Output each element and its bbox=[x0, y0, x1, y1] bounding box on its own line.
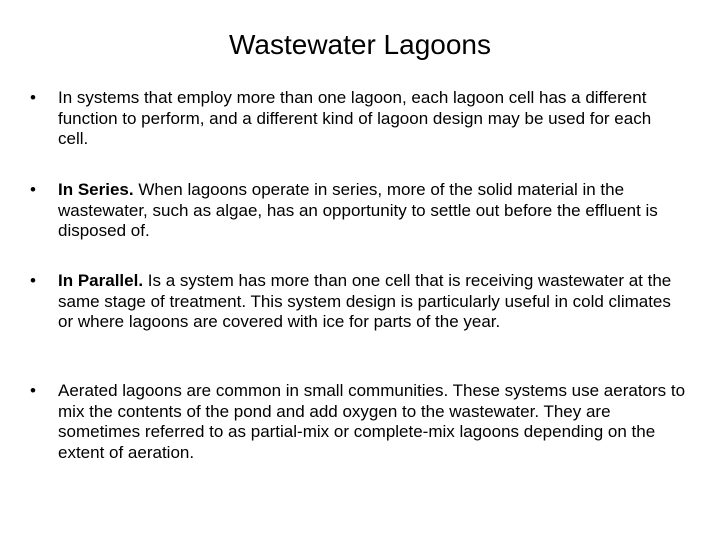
bullet-body: Aerated lagoons are common in small communities. These systems use aerators to mix the contents of the pond and add oxygen to the wastewater. They are sometimes referred to as partial-mix or complete-mix lagoons depending on the extent of aeration. bbox=[58, 381, 686, 462]
bullet-lead: In Parallel. bbox=[58, 271, 144, 290]
bullet-text bbox=[58, 180, 686, 242]
bullet-lead: In Series. bbox=[58, 180, 134, 199]
slide-title: Wastewater Lagoons bbox=[229, 29, 491, 60]
bullet-body: Is a system has more than one cell that is receiving wastewater at the same stage of treatment. This system design is particularly useful in cold climates or where lagoons are covered with ice for parts of the year. bbox=[58, 271, 672, 331]
bullet-body: When lagoons operate in series, more of the solid material in the wastewater, such as algae, has an opportunity to settle out before the effluent is disposed of. bbox=[58, 180, 658, 240]
bullet-icon: • bbox=[30, 180, 36, 199]
bullet-icon: • bbox=[30, 88, 36, 107]
bullet-text bbox=[58, 271, 686, 333]
bullet-icon: • bbox=[30, 271, 36, 290]
bullet-text bbox=[58, 381, 686, 463]
bullet-text bbox=[58, 88, 686, 150]
bullet-icon: • bbox=[30, 381, 36, 400]
bullet-body: In systems that employ more than one lagoon, each lagoon cell has a different function to perform, and a different kind of lagoon design may be used for each cell. bbox=[58, 88, 652, 148]
